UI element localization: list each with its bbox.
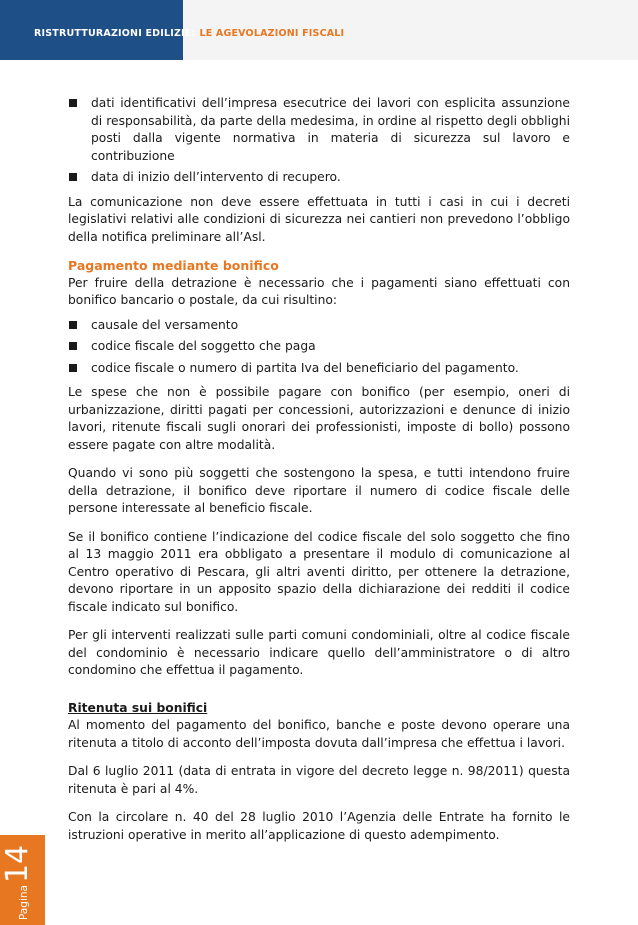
paragraph-bonifico-intro: Per fruire della detrazione è necessario che i pagamenti siano effettuati con bonifico bancario o postale, da cui risultino: <box>68 275 570 307</box>
list-item-text: data di inizio dell’intervento di recupero. <box>91 170 341 184</box>
square-bullet-icon <box>69 99 77 107</box>
list-item-text: dati identificativi dell’impresa esecutrice dei lavori con esplicita assunzione di responsabilità, da parte della medesima, in ordine al rispetto degli obblighi posti dalla vigente normativa in materia di sicurezza sul lavoro e contribuzione <box>91 96 570 163</box>
paragraph-circolare: Con la circolare n. 40 del 28 luglio 2010 l’Agenzia delle Entrate ha fornito le istruzioni operative in merito all’applicazione di questo adempimento. <box>68 810 570 842</box>
bullet-list-top <box>68 95 570 187</box>
square-bullet-icon <box>69 342 77 350</box>
heading-pagamento-bonifico: Pagamento mediante bonifico <box>68 258 279 273</box>
list-item <box>68 338 570 356</box>
square-bullet-icon <box>69 364 77 372</box>
list-item-text: codice fiscale o numero di partita Iva del beneficiario del pagamento. <box>91 360 519 375</box>
list-item <box>68 169 570 187</box>
paragraph-codice-fiscale: Se il bonifico contiene l’indicazione del codice fiscale del solo soggetto che fino al 13 maggio 2011 era obbligato a presentare il modulo di comunicazione al Centro operativo di Pescara, gli altri aventi diritto, per ottenere la detrazione, devono riportare in un apposito spazio della dichiarazione dei redditi il codice fiscale indicato sul bonifico. <box>68 529 570 614</box>
paragraph-ritenuta-momento: Al momento del pagamento del bonifico, banche e poste devono operare una ritenuta a titolo di acconto dell’imposta dovuta dall’impresa che effettua i lavori. <box>68 718 570 750</box>
paragraph-comunicazione: La comunicazione non deve essere effettuata in tutti i casi in cui i decreti legislativi relativi alle condizioni di sicurezza nei cantieri non prevedono l’obbligo della notifica preliminare all’Asl. <box>68 194 570 244</box>
list-item <box>68 95 570 165</box>
page-number-label <box>0 844 35 920</box>
square-bullet-icon <box>69 321 77 329</box>
list-item <box>68 317 570 335</box>
paragraph-piu-soggetti: Quando vi sono più soggetti che sostengono la spesa, e tutti intendono fruire della detrazione, il bonifico deve riportare il numero di codice fiscale delle persone interessate al beneficio fiscale. <box>68 466 570 515</box>
document-body <box>68 95 570 844</box>
heading-ritenuta-bonifici: Ritenuta sui bonifici <box>68 700 208 715</box>
header-title-part1: RISTRUTTURAZIONI EDILIZIE: <box>34 28 196 39</box>
paragraph-condominio: Per gli interventi realizzati sulle parti comuni condominiali, oltre al codice fiscale del condominio è necessario indicare quello dell’amministratore o di altro condomino che effettua il pagamento. <box>68 628 570 677</box>
header-title-part2: LE AGEVOLAZIONI FISCALI <box>199 28 345 39</box>
paragraph-spese: Le spese che non è possibile pagare con bonifico (per esempio, oneri di urbanizzazione, diritti pagati per concessioni, autorizzazioni e denunce di inizio lavori, ritenute fiscali sugli onorari dei professionisti, imposte di bollo) possono essere pagate con altre modalità. <box>68 385 570 452</box>
square-bullet-icon <box>69 173 77 181</box>
page-word: Pagina <box>18 885 30 920</box>
list-item-text: codice fiscale del soggetto che paga <box>91 339 316 353</box>
page-header <box>0 0 638 60</box>
paragraph-ritenuta-luglio: Dal 6 luglio 2011 (data di entrata in vigore del decreto legge n. 98/2011) questa ritenuta è pari al 4%. <box>68 764 570 796</box>
list-item <box>68 360 570 378</box>
header-title <box>34 28 344 39</box>
bullet-list-bonifico <box>68 317 570 378</box>
page-number: 14 <box>0 844 35 884</box>
list-item-text: causale del versamento <box>91 317 239 332</box>
